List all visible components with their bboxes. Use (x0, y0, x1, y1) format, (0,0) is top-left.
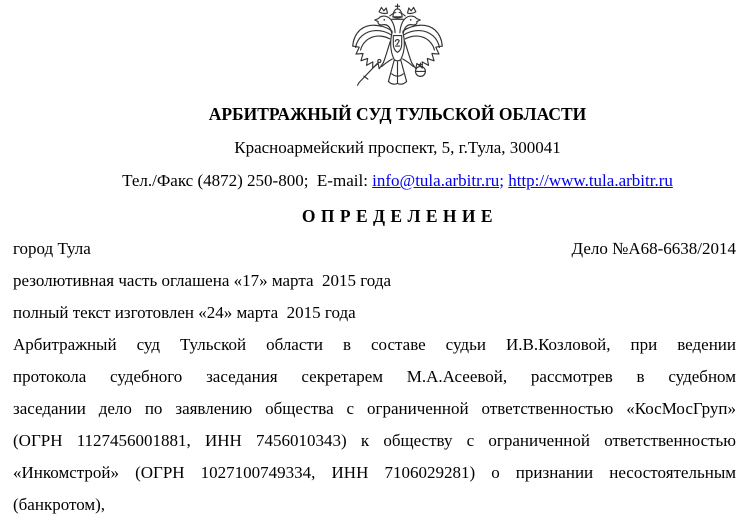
body-text-line: заседании дело по заявлению общества с ограниченной ответственностью «КосМосГруп» (13, 399, 736, 418)
body-text-line: (ОГРН 1127456001881, ИНН 7456010343) к обществу с ограниченной ответственностью (13, 431, 736, 450)
document-header (45, 0, 750, 227)
city-label: город Тула (13, 239, 91, 258)
coat-of-arms-emblem (45, 0, 750, 91)
document-title: О П Р Е Д Е Л Е Н И Е (301, 206, 494, 226)
court-name: АРБИТРАЖНЫЙ СУД ТУЛЬСКОЙ ОБЛАСТИ (208, 104, 587, 124)
double-headed-eagle-icon (349, 3, 446, 91)
case-number: Дело №А68-6638/2014 (571, 239, 736, 258)
resolution-date-line: резолютивная часть оглашена «17» марта 2015 года (13, 271, 392, 290)
court-contacts (45, 171, 750, 191)
email-link[interactable]: info@tula.arbitr.ru (372, 171, 500, 190)
document-content (13, 233, 736, 521)
phone-fax-email-label: Тел./Факс (4872) 250-800; E-mail: (122, 171, 373, 190)
links-separator: ; (499, 171, 509, 190)
body-text-line: Арбитражный суд Тульской области в составе судьи И.В.Козловой, при ведении (13, 335, 736, 354)
body-text-line: «Инкомстрой» (ОГРН 1027100749334, ИНН 7106029281) о признании несостоятельным (13, 463, 736, 482)
website-link[interactable]: http://www.tula.arbitr.ru (508, 171, 673, 190)
city-case-row (13, 233, 736, 265)
body-text-line: протокола судебного заседания секретарем М.А.Асеевой, рассмотрев в судебном (13, 367, 736, 386)
court-address: Красноармейский проспект, 5, г.Тула, 300041 (234, 138, 561, 157)
full-text-date-line: полный текст изготовлен «24» марта 2015 года (13, 303, 356, 322)
body-text-line: (банкротом), (13, 495, 106, 514)
